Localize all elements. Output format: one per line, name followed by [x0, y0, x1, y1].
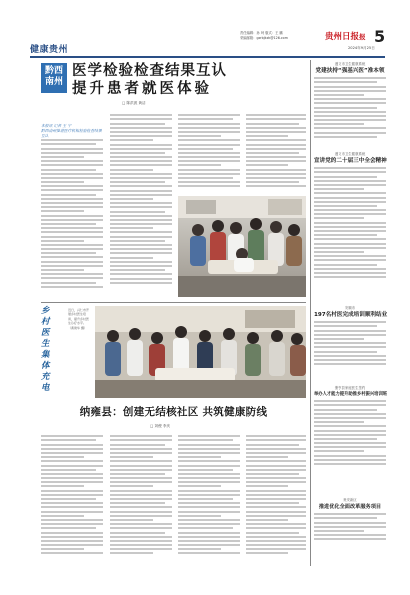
right-article-5-title: 推进优化全面改革服务项目 [318, 504, 382, 510]
lead-badge [41, 63, 67, 93]
right-article-1-title: 党建扶持“强基兴医”准本领 [315, 68, 385, 74]
right-article-1-kicker: 遵义市卫生健康系统 [334, 62, 366, 66]
header-meta-line2: 采编邮箱：gzrbjkzk@126.com [240, 35, 288, 40]
lead-title-line2: 提升患者就医体验 [72, 81, 212, 97]
side-photo-caption-text: 近日，兴仁市开展乡村医生培训，提升乡村医生诊疗水平。（黄建华 摄） [68, 308, 90, 330]
lead-photo-image [178, 196, 306, 297]
story2-body-col4 [246, 433, 306, 565]
right-article-4-kicker: 册亨县家庭医生签约 [334, 386, 366, 390]
side-photo-label-text: 乡村医生集体充电 [41, 306, 50, 393]
lead-subhead [41, 123, 103, 138]
lead-subhead-line1: 本报讯 记者 王 宁 [41, 123, 72, 128]
lead-byline: □ 陈洪波 黄洁 [122, 101, 146, 105]
right-article-5 [314, 498, 386, 566]
lead-title-line1: 医学检验检查结果互认 [72, 63, 227, 79]
brand-logo [325, 30, 366, 42]
right-article-5-kicker: 贵安新区 [343, 498, 357, 502]
right-article-4-title: 举办人才能力提升助推乡村振兴培训班 [314, 392, 388, 397]
lead-body-col2 [110, 112, 172, 297]
header-date: 2024年9月25日 [348, 46, 375, 50]
side-photo-caption [68, 308, 90, 398]
right-article-3-kicker: 安顺市 [344, 306, 356, 310]
header-meta [240, 31, 320, 41]
story2-body-col3 [178, 433, 240, 565]
header-rule [30, 56, 385, 58]
right-column-divider [310, 60, 311, 566]
page-header [30, 24, 385, 60]
right-article-2-kicker: 遵义市卫生健康系统 [334, 152, 366, 156]
brand-suffix: 报 [359, 33, 366, 41]
story2-body-col1 [41, 433, 103, 565]
story2-body-col2 [110, 433, 172, 565]
side-photo [95, 306, 306, 398]
lead-body-col1 [41, 137, 103, 297]
lead-title [72, 62, 267, 98]
right-article-2-title: 宣讲党的二十届三中全会精神 [314, 158, 387, 164]
section-title: 健康贵州 [30, 45, 69, 55]
story2-byline: □ 刘俊 李庆 [150, 424, 171, 428]
right-article-1 [314, 62, 386, 148]
right-article-3 [314, 306, 386, 382]
right-article-2 [314, 152, 386, 302]
lead-photo [178, 196, 306, 297]
lead-badge-text: 黔西南州 [44, 66, 63, 87]
lead-bottom-rule [41, 302, 306, 303]
page-number: 5 [374, 27, 386, 46]
right-article-4 [314, 386, 386, 494]
story2-title: 纳雍县：创建无结核社区 共筑健康防线 [79, 406, 268, 418]
brand-name: 贵州日报 [325, 32, 360, 42]
right-article-3-title: 197名村医完成培训顺利结业 [314, 312, 388, 318]
lead-subhead-line2: 黔西南州推进医疗机构检验检查结果互认 [41, 128, 102, 138]
side-photo-image [95, 306, 306, 398]
header-meta-line1: 责任编辑：孙 珂 版式：王 鹏 [240, 31, 283, 35]
side-photo-label [41, 306, 65, 393]
